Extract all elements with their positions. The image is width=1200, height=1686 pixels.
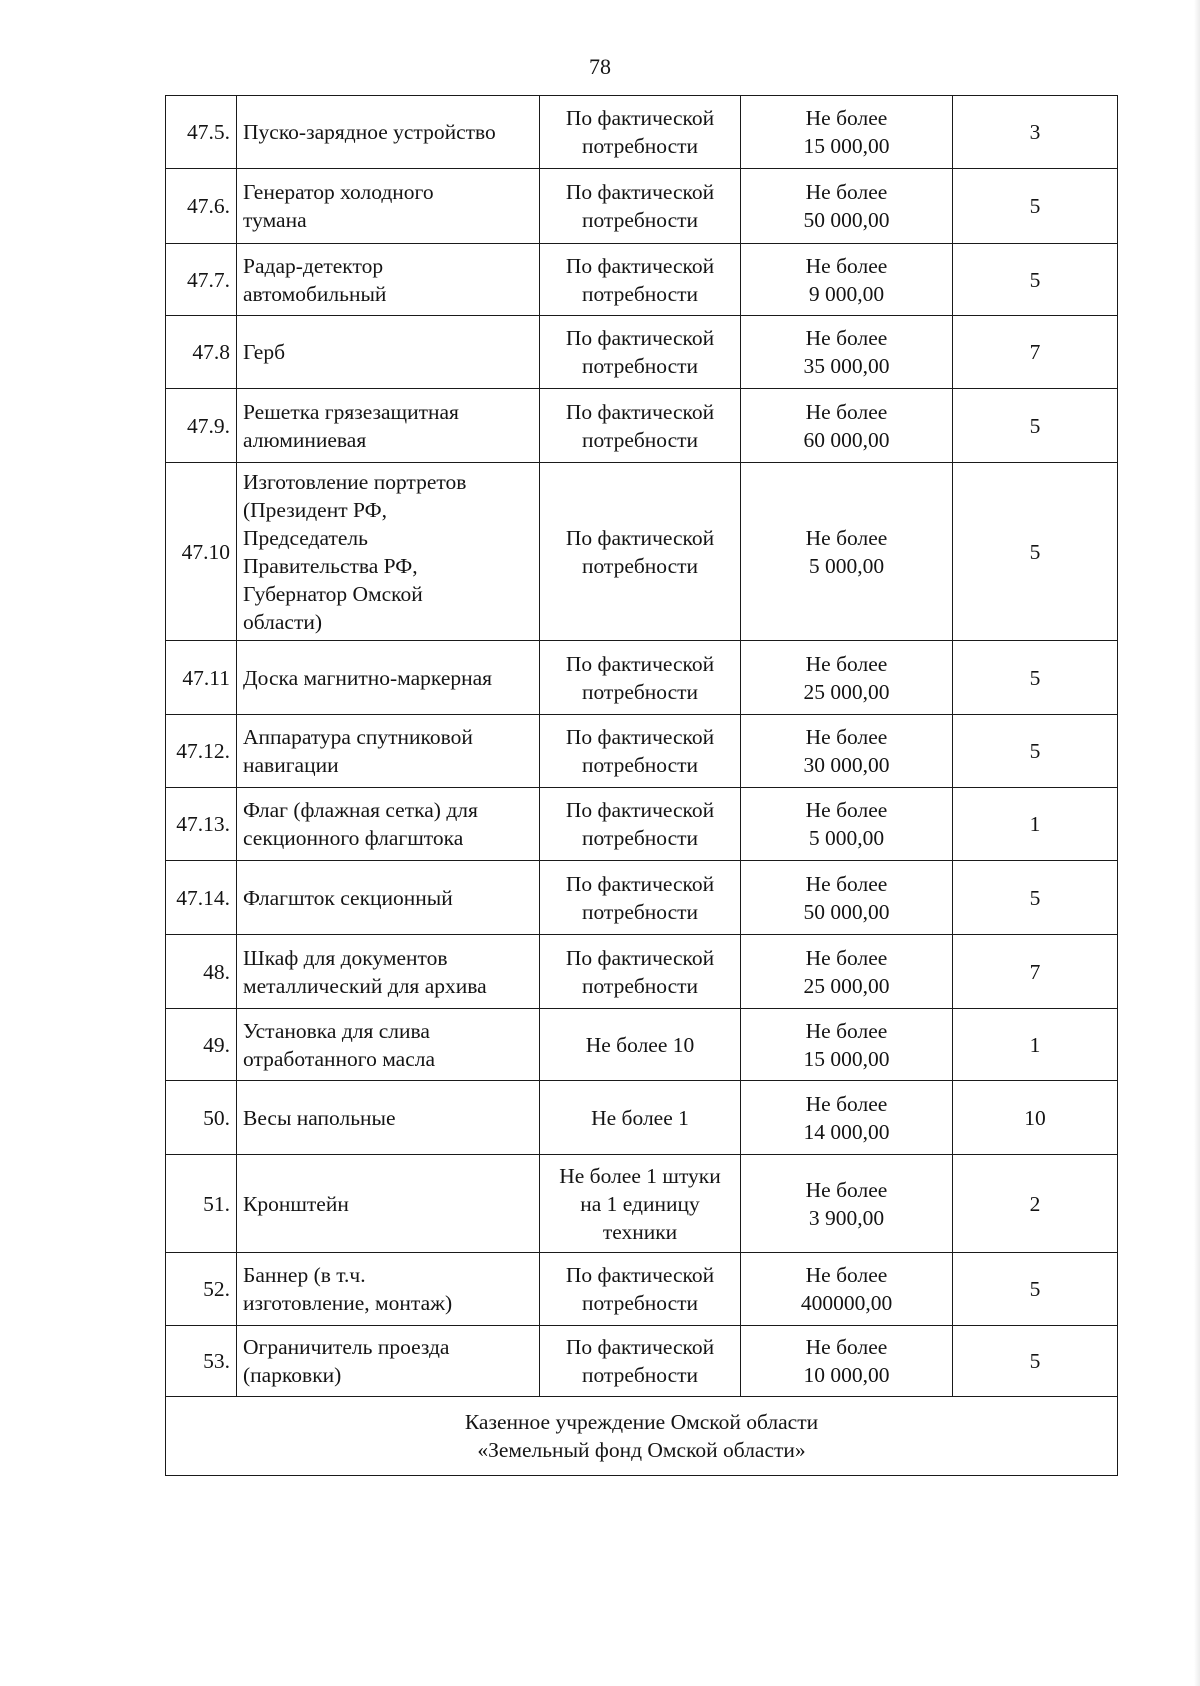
item-quantity-cell-line: По фактической (565, 871, 715, 896)
item-price-cell-line: 3 900,00 (808, 1205, 885, 1230)
item-years-cell: 7 (953, 316, 1118, 389)
item-quantity-cell-line: По фактической (565, 399, 715, 424)
item-quantity-cell (540, 1253, 741, 1326)
item-quantity-cell-line: По фактической (565, 525, 715, 550)
item-name-cell-line: Изготовление портретов (243, 469, 467, 494)
item-name-cell (237, 316, 540, 389)
item-price-cell (741, 935, 953, 1009)
item-name-cell-line: Флагшток секционный (243, 885, 453, 910)
table-row (166, 641, 1118, 715)
item-number-cell: 48. (166, 935, 237, 1009)
item-price-cell-line: Не более (805, 326, 888, 350)
table-row (166, 715, 1118, 788)
item-quantity-cell-line: потребности (581, 679, 699, 704)
item-years-cell: 2 (953, 1155, 1118, 1253)
item-name-cell-line: (парковки) (243, 1363, 342, 1387)
item-name-cell (237, 463, 540, 641)
item-name-cell-line: навигации (243, 753, 339, 777)
item-price-cell-line: 14 000,00 (803, 1119, 890, 1144)
item-price-cell (741, 389, 953, 463)
item-years-cell: 5 (953, 1326, 1118, 1397)
item-price-cell-line: Не более (805, 399, 888, 424)
item-price-cell-line: 15 000,00 (803, 134, 890, 158)
item-years-cell: 5 (953, 169, 1118, 244)
item-years-cell: 3 (953, 96, 1118, 169)
item-years-cell: 5 (953, 244, 1118, 316)
table-row (166, 788, 1118, 861)
item-number-cell: 47.14. (166, 861, 237, 935)
item-price-cell (741, 463, 953, 641)
item-name-cell-line: Баннер (в т.ч. (243, 1263, 366, 1287)
footer-line-1: Казенное учреждение Омской области (464, 1410, 819, 1434)
item-name-cell-line: алюминиевая (243, 427, 367, 452)
item-quantity-cell-line: Не более 10 (585, 1032, 695, 1057)
item-price-cell-line: 400000,00 (800, 1291, 893, 1315)
item-name-cell-line: металлический для архива (243, 973, 487, 998)
item-quantity-cell-line: потребности (581, 134, 699, 158)
table-row (166, 1155, 1118, 1253)
item-quantity-cell (540, 861, 741, 935)
item-price-cell-line: Не более (805, 871, 888, 896)
item-name-cell-line: области) (243, 609, 323, 634)
item-price-cell (741, 1253, 953, 1326)
item-quantity-cell (540, 935, 741, 1009)
item-price-cell-line: 5 000,00 (808, 553, 885, 578)
item-quantity-cell-line: потребности (581, 427, 699, 452)
item-years-cell: 7 (953, 935, 1118, 1009)
item-name-cell-line: Кронштейн (243, 1191, 349, 1216)
item-name-cell (237, 1009, 540, 1081)
item-number-cell: 47.8 (166, 316, 237, 389)
item-name-cell-line: Губернатор Омской (243, 581, 423, 606)
scan-edge (1194, 0, 1200, 1686)
item-price-cell-line: Не более (805, 180, 888, 204)
item-quantity-cell-line: потребности (581, 208, 699, 232)
item-quantity-cell-line: на 1 единицу (580, 1191, 700, 1216)
item-number-cell: 50. (166, 1081, 237, 1155)
item-name-cell (237, 715, 540, 788)
item-price-cell (741, 316, 953, 389)
item-price-cell-line: 9 000,00 (808, 281, 885, 306)
item-price-cell (741, 1326, 953, 1397)
item-price-cell-line: Не более (805, 1335, 888, 1359)
item-years-cell: 1 (953, 1009, 1118, 1081)
item-price-cell (741, 715, 953, 788)
item-quantity-cell-line: потребности (581, 826, 699, 850)
item-name-cell (237, 389, 540, 463)
item-price-cell-line: Не более (805, 651, 888, 676)
item-quantity-cell-line: По фактической (565, 253, 715, 278)
item-name-cell-line: автомобильный (243, 281, 387, 306)
item-name-cell (237, 1326, 540, 1397)
item-name-cell-line: Ограничитель проезда (243, 1335, 450, 1359)
item-quantity-cell-line: потребности (581, 354, 699, 378)
item-number-cell: 47.13. (166, 788, 237, 861)
item-number-cell: 47.12. (166, 715, 237, 788)
table-row (166, 169, 1118, 244)
item-name-cell-line: Весы напольные (243, 1105, 396, 1130)
item-price-cell-line: 60 000,00 (803, 427, 890, 452)
item-name-cell (237, 169, 540, 244)
item-quantity-cell-line: По фактической (565, 1335, 715, 1359)
item-years-cell: 5 (953, 389, 1118, 463)
item-years-cell: 5 (953, 641, 1118, 715)
item-number-cell: 47.7. (166, 244, 237, 316)
item-name-cell-line: (Президент РФ, (243, 497, 387, 522)
item-quantity-cell (540, 463, 741, 641)
item-quantity-cell (540, 788, 741, 861)
item-price-cell-line: 5 000,00 (808, 826, 885, 850)
item-number-cell: 47.6. (166, 169, 237, 244)
table-row (166, 1326, 1118, 1397)
footer-row (166, 1397, 1118, 1476)
item-name-cell-line: Герб (243, 340, 286, 364)
item-price-cell-line: Не более (805, 1263, 888, 1287)
item-name-cell-line: Шкаф для документов (243, 945, 448, 970)
item-name-cell-line: Установка для слива (243, 1018, 430, 1043)
item-quantity-cell-line: По фактической (565, 106, 715, 130)
item-number-cell: 47.9. (166, 389, 237, 463)
item-quantity-cell-line: потребности (581, 899, 699, 924)
item-price-cell-line: 15 000,00 (803, 1046, 890, 1071)
item-price-cell-line: Не более (805, 1091, 888, 1116)
item-price-cell (741, 169, 953, 244)
item-name-cell (237, 788, 540, 861)
item-quantity-cell (540, 1009, 741, 1081)
item-quantity-cell-line: По фактической (565, 651, 715, 676)
item-name-cell-line: секционного флагштока (243, 826, 464, 850)
item-name-cell-line: Аппаратура спутниковой (243, 725, 473, 749)
item-number-cell: 51. (166, 1155, 237, 1253)
item-price-cell-line: 30 000,00 (803, 753, 890, 777)
item-price-cell-line: Не более (805, 106, 888, 130)
item-quantity-cell (540, 1326, 741, 1397)
table-row (166, 244, 1118, 316)
item-price-cell-line: Не более (805, 1018, 888, 1043)
item-price-cell (741, 1009, 953, 1081)
item-price-cell (741, 788, 953, 861)
item-price-cell (741, 641, 953, 715)
item-quantity-cell-line: потребности (581, 281, 699, 306)
item-price-cell-line: Не более (805, 525, 888, 550)
table-row (166, 861, 1118, 935)
item-years-cell: 10 (953, 1081, 1118, 1155)
item-name-cell (237, 1253, 540, 1326)
item-quantity-cell-line: потребности (581, 1291, 699, 1315)
item-quantity-cell-line: По фактической (565, 945, 715, 970)
item-price-cell-line: Не более (805, 798, 888, 822)
item-number-cell: 47.10 (166, 463, 237, 641)
item-name-cell-line: отработанного масла (243, 1046, 436, 1071)
item-price-cell-line: 50 000,00 (803, 208, 890, 232)
item-name-cell-line: Председатель (243, 525, 368, 550)
item-name-cell-line: Решетка грязезащитная (243, 399, 459, 424)
table-body (166, 96, 1118, 1397)
item-quantity-cell (540, 316, 741, 389)
item-name-cell-line: тумана (243, 208, 307, 232)
item-price-cell-line: 50 000,00 (803, 899, 890, 924)
item-quantity-cell (540, 715, 741, 788)
item-price-cell (741, 96, 953, 169)
item-name-cell-line: Правительства РФ, (243, 553, 418, 578)
item-name-cell (237, 861, 540, 935)
item-quantity-cell (540, 641, 741, 715)
item-quantity-cell (540, 1155, 741, 1253)
item-price-cell-line: Не более (805, 253, 888, 278)
item-years-cell: 5 (953, 1253, 1118, 1326)
item-price-cell-line: Не более (805, 1177, 888, 1202)
item-quantity-cell (540, 169, 741, 244)
item-quantity-cell (540, 389, 741, 463)
item-name-cell-line: Радар-детектор (243, 253, 384, 278)
item-quantity-cell (540, 1081, 741, 1155)
item-years-cell: 5 (953, 861, 1118, 935)
item-name-cell-line: Флаг (флажная сетка) для (243, 798, 478, 822)
item-quantity-cell-line: потребности (581, 1363, 699, 1387)
item-price-cell-line: Не более (805, 945, 888, 970)
footer-line-2: «Земельный фонд Омской области» (477, 1438, 806, 1462)
item-name-cell-line: Доска магнитно-маркерная (243, 665, 493, 690)
item-name-cell-line: изготовление, монтаж) (243, 1291, 453, 1315)
item-quantity-cell-line: потребности (581, 753, 699, 777)
item-number-cell: 52. (166, 1253, 237, 1326)
item-price-cell-line: 10 000,00 (803, 1363, 890, 1387)
item-quantity-cell-line: Не более 1 (591, 1105, 689, 1130)
table-row (166, 96, 1118, 169)
item-quantity-cell (540, 96, 741, 169)
item-quantity-cell (540, 244, 741, 316)
item-price-cell (741, 244, 953, 316)
item-price-cell (741, 861, 953, 935)
item-quantity-cell-line: По фактической (565, 725, 715, 749)
item-quantity-cell-line: потребности (581, 553, 699, 578)
item-name-cell (237, 1081, 540, 1155)
item-quantity-cell-line: Не более 1 штуки (559, 1163, 721, 1188)
item-name-cell (237, 244, 540, 316)
item-price-cell-line: 35 000,00 (803, 354, 890, 378)
item-name-cell-line: Генератор холодного (243, 180, 434, 204)
items-table (165, 95, 1118, 1476)
item-quantity-cell-line: По фактической (565, 180, 715, 204)
item-name-cell (237, 641, 540, 715)
item-price-cell (741, 1155, 953, 1253)
footer-cell (166, 1397, 1118, 1476)
table-row (166, 1081, 1118, 1155)
item-number-cell: 47.5. (166, 96, 237, 169)
item-name-cell (237, 935, 540, 1009)
item-years-cell: 5 (953, 715, 1118, 788)
item-number-cell: 53. (166, 1326, 237, 1397)
item-number-cell: 49. (166, 1009, 237, 1081)
item-name-cell (237, 96, 540, 169)
item-years-cell: 5 (953, 463, 1118, 641)
table-row (166, 935, 1118, 1009)
item-quantity-cell-line: По фактической (565, 1263, 715, 1287)
item-years-cell: 1 (953, 788, 1118, 861)
item-quantity-cell-line: техники (602, 1219, 678, 1244)
item-price-cell-line: 25 000,00 (803, 973, 890, 998)
item-number-cell: 47.11 (166, 641, 237, 715)
item-quantity-cell-line: По фактической (565, 326, 715, 350)
item-price-cell (741, 1081, 953, 1155)
item-name-cell-line: Пуско-зарядное устройство (243, 120, 496, 144)
item-quantity-cell-line: По фактической (565, 798, 715, 822)
item-name-cell (237, 1155, 540, 1253)
table-row (166, 1009, 1118, 1081)
item-price-cell-line: 25 000,00 (803, 679, 890, 704)
table-row (166, 463, 1118, 641)
table-row (166, 1253, 1118, 1326)
table-row (166, 389, 1118, 463)
table-row (166, 316, 1118, 389)
page-number: 78 (589, 54, 611, 79)
item-price-cell-line: Не более (805, 725, 888, 749)
item-quantity-cell-line: потребности (581, 973, 699, 998)
